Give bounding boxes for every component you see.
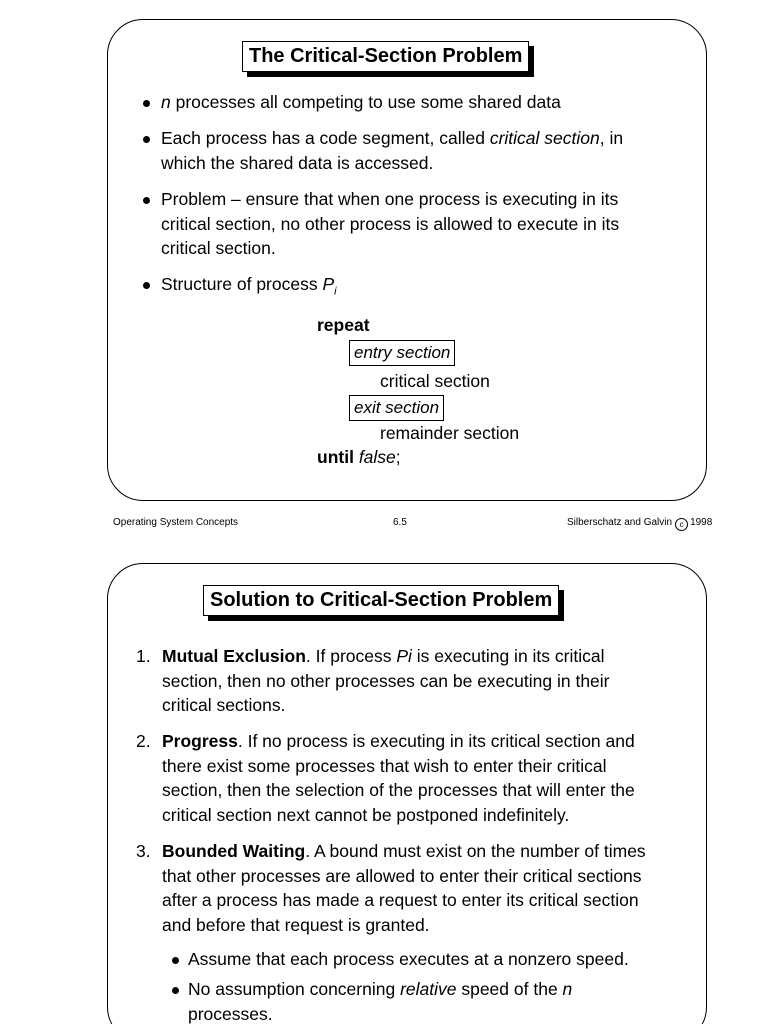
bullet-2-text: Each process has a code segment, called (161, 128, 490, 148)
bullet-dot (143, 282, 150, 289)
item-3-text: . A bound must exist on the number of times (305, 841, 646, 861)
subscript-i: i (334, 285, 337, 298)
bullet-2-text-end: , in (599, 128, 624, 148)
semicolon: ; (395, 447, 401, 467)
bullet-3-line-3: critical section. (161, 238, 276, 258)
item-1-term: Mutual Exclusion (162, 646, 306, 666)
item-3-line-3: after a process has made a request to enter its critical section (162, 890, 639, 910)
bullet-3 (161, 187, 619, 261)
item-1-line-2: section, then no other processes can be executing in their (162, 670, 610, 691)
item-2-line-3: section, then the selection of the processes that will enter the (162, 780, 635, 800)
bullet-1-text: processes all competing to use some shared data (170, 92, 561, 112)
item-2 (162, 729, 635, 827)
bullet-4-text: Structure of process (161, 274, 323, 294)
item-3-term: Bounded Waiting (162, 841, 306, 861)
code-repeat (317, 313, 370, 338)
item-2-line-4: critical section next cannot be postponed indefinitely. (162, 804, 570, 825)
variable-p: P (322, 274, 335, 294)
exit-section-label: exit section (354, 398, 440, 417)
footer-left: Operating System Concepts (113, 517, 239, 528)
bullet-2-emphasis: critical section (489, 128, 600, 148)
bullet-3-line-2: critical section, no other process is allowed to execute in its (161, 213, 620, 234)
sub-bullet-1: Assume that each process executes at a nonzero speed. (188, 949, 629, 969)
item-2-term: Progress (162, 731, 238, 751)
sub-bullet-2-text: No assumption concerning (188, 979, 401, 999)
variable-n: n (161, 92, 171, 112)
sub-bullet-2-text-mid: speed of the (456, 979, 563, 999)
code-critical-section (380, 369, 490, 394)
sub-bullet-2 (188, 977, 572, 1024)
bullet-1 (161, 90, 561, 115)
slide-title: The Critical-Section Problem (242, 41, 529, 72)
item-1-text-end: is executing in its critical (411, 646, 605, 666)
entry-section-label: entry section (354, 343, 451, 362)
slide-solution-critical-section (107, 563, 707, 1024)
variable-pi: Pi (396, 646, 412, 666)
sub-bullet-2-emphasis: relative (400, 979, 457, 999)
bullet-2 (161, 126, 623, 175)
item-1-number: 1. (136, 646, 151, 666)
sub-bullet-2-line-2: processes. (188, 1003, 273, 1024)
footer-year: 1998 (690, 517, 713, 528)
item-2-line-2: there exist some processes that wish to enter their critical (162, 755, 607, 776)
bullet-dot (143, 136, 150, 143)
item-2-number: 2. (136, 731, 151, 751)
footer-right (567, 516, 712, 531)
entry-section-box (349, 340, 455, 366)
item-3-number: 3. (136, 841, 151, 861)
slide-title: Solution to Critical-Section Problem (203, 585, 559, 616)
item-3-line-2: that other processes are allowed to enter their critical sections (162, 865, 642, 886)
bullet-dot (143, 100, 150, 107)
bullet-4 (161, 272, 337, 304)
footer-page-number: 6.5 (393, 517, 407, 528)
critical-section-label: critical section (380, 371, 490, 391)
item-1-line-3: critical sections. (162, 695, 286, 715)
footer-authors: Silberschatz and Galvin (567, 517, 673, 528)
bullet-dot (172, 957, 179, 964)
item-1-text: . If process (305, 646, 397, 666)
bullet-2-line-2: which the shared data is accessed. (161, 152, 434, 173)
code-until (317, 445, 401, 470)
item-2-text: . If no process is executing in its critical section and (237, 731, 635, 751)
variable-n: n (562, 979, 573, 999)
bullet-dot (172, 987, 179, 994)
item-3-line-4: and before that request is granted. (162, 914, 430, 935)
exit-section-box (349, 395, 444, 421)
keyword-until: until (317, 447, 354, 467)
item-3 (162, 839, 646, 937)
keyword-repeat: repeat (317, 315, 370, 335)
bullet-dot (143, 197, 150, 204)
code-remainder-section (380, 421, 519, 446)
bullet-3-line-1: Problem – ensure that when one process is executing in its (161, 189, 619, 209)
item-1 (162, 644, 610, 718)
remainder-section-label: remainder section (380, 423, 520, 443)
copyright-icon: c (675, 518, 688, 531)
value-false: false (358, 447, 396, 467)
slide-critical-section-problem (107, 19, 707, 501)
